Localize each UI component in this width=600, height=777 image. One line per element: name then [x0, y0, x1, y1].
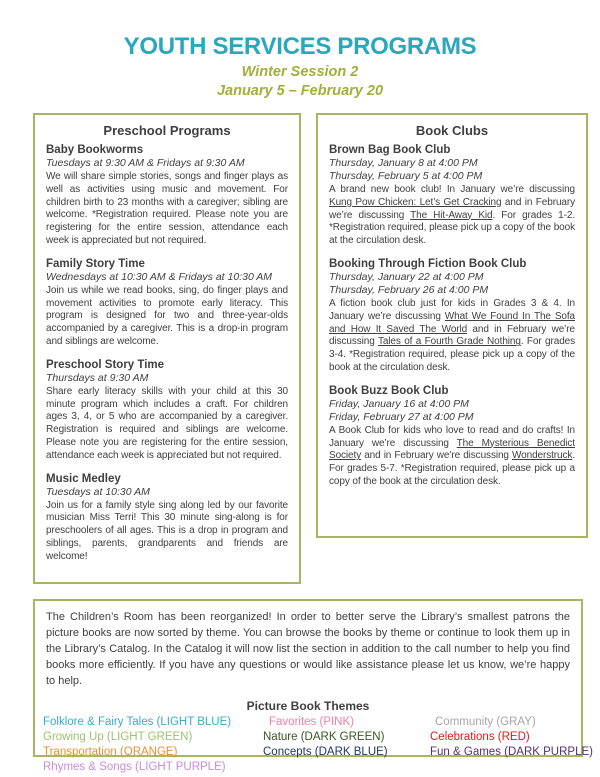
- club-brown-bag: [329, 143, 575, 248]
- theme-column-2: [263, 715, 388, 760]
- theme-community: Community (GRAY): [435, 716, 536, 728]
- theme-transportation: Transportation (ORANGE): [43, 746, 178, 758]
- picture-book-themes-title: Picture Book Themes: [246, 699, 370, 713]
- program-name: Preschool Story Time: [46, 358, 165, 371]
- preschool-programs-box: [33, 113, 301, 584]
- theme-growing-up: Growing Up (LIGHT GREEN): [43, 731, 193, 743]
- program-schedule: Tuesdays at 10:30 AM: [46, 485, 150, 498]
- club-schedule: Thursday, January 8 at 4:00 PM: [329, 157, 478, 169]
- club-name: Booking Through Fiction Book Club: [329, 257, 527, 270]
- program-description: Share early literacy skills with your child at this 30 minute program which includes a craft. For children ages 3, 4, or 5 who are accompanied by a caregiver. Registration is required and siblings are welcome. Please note you are registering for the entire session, attendance each week is appreciated but not required.: [46, 385, 288, 461]
- page-title: YOUTH SERVICES PROGRAMS: [123, 33, 477, 60]
- program-description: Join us for a family style sing along led by our favorite musician Miss Terri! This 30 minute sing-along is for preschoolers of all ages. This is a drop in program and siblings, parents, grandparents and friends are welcome!: [46, 499, 288, 562]
- club-description: A Book Club for kids who love to read and do crafts! In January we’re discussing The Mysterious Benedict Society and in February we’re discussing Wonderstruck. For grades 5-7. *Registration required, please pick up a copy of the book at the circulation desk.: [329, 424, 575, 487]
- club-description: A brand new book club! In January we’re discussing Kung Pow Chicken: Let’s Get Cracking and in February we’re discussing The Hit-Away Kid. For grades 1-2. *Registration required, please pick up a copy of the book at the circulation desk.: [329, 184, 576, 247]
- program-schedule: Wednesdays at 10:30 AM & Fridays at 10:30 AM: [46, 270, 273, 283]
- theme-column-3: [430, 715, 593, 760]
- club-schedule: Thursday, February 26 at 4:00 PM: [329, 283, 489, 296]
- program-description: Join us while we read books, sing, do finger plays and movement activities to promote early literacy. This program is designed for two and three-year-olds accompanied by a caregiver. This is a drop-in program and siblings are welcome.: [46, 284, 288, 347]
- theme-celebrations: Celebrations (RED): [430, 731, 530, 743]
- notice-text: The Children’s Room has been reorganized! In order to better serve the Library’s smallest patrons the picture books are now sorted by theme. You can browse the books by theme or continue to look them up in the Library’s Catalog. In the Catalog it will now list the section in addition to the call number to help you find books more efficiently. If you have any questions or would like assistance please let us know, we’re happy to help.: [46, 611, 570, 687]
- preschool-box-title: Preschool Programs: [103, 123, 231, 138]
- theme-nature: Nature (DARK GREEN): [263, 731, 385, 743]
- program-music-medley: [46, 472, 288, 564]
- club-booking-through-fiction: [329, 257, 575, 375]
- program-name: Music Medley: [46, 472, 121, 485]
- club-schedule: Friday, January 16 at 4:00 PM: [329, 397, 469, 410]
- subtitle-session: Winter Session 2: [241, 64, 359, 80]
- theme-favorites: Favorites (PINK): [269, 716, 354, 728]
- club-name: Brown Bag Book Club: [329, 144, 451, 156]
- program-schedule: Tuesdays at 9:30 AM & Fridays at 9:30 AM: [46, 157, 245, 169]
- club-name: Book Buzz Book Club: [329, 384, 449, 397]
- childrens-room-notice-box: [33, 599, 593, 773]
- theme-fun-games: Fun & Games (DARK PURPLE): [430, 746, 593, 758]
- club-schedule: Thursday, January 22 at 4:00 PM: [329, 270, 484, 283]
- club-book-buzz: [329, 384, 575, 489]
- theme-column-1: [43, 715, 231, 775]
- program-description: We will share simple stories, songs and finger plays as well as activities using music and movement. For children birth to 23 months with a caregiver; sibling are welcome. *Registration required. Please note you are registering for the entire session, attendance each week is appreciated but not required.: [46, 171, 288, 246]
- program-baby-bookworms: [46, 143, 288, 248]
- program-preschool-story-time: [46, 358, 288, 463]
- program-name: Baby Bookworms: [46, 144, 144, 156]
- theme-rhymes-songs: Rhymes & Songs (LIGHT PURPLE): [43, 761, 226, 773]
- picture-book-themes-list: [35, 715, 593, 777]
- program-schedule: Thursdays at 9:30 AM: [46, 371, 149, 384]
- club-schedule: Thursday, February 5 at 4:00 PM: [329, 170, 483, 182]
- theme-concepts: Concepts (DARK BLUE): [263, 746, 388, 758]
- book-clubs-box: [316, 113, 588, 538]
- subtitle-dates: January 5 – February 20: [216, 83, 384, 99]
- theme-folklore-fairy-tales: Folklore & Fairy Tales (LIGHT BLUE): [43, 716, 232, 728]
- book-clubs-box-title: Book Clubs: [415, 123, 489, 138]
- program-family-story-time: [46, 257, 288, 349]
- program-name: Family Story Time: [46, 257, 145, 270]
- club-schedule: Friday, February 27 at 4:00 PM: [329, 410, 474, 423]
- club-description: A fiction book club just for kids in Grades 3 & 4. In January we’re discussing What We Found In The Sofa and How It Saved The World and in February we’re discussing Tales of a Fourth Grade Nothing. For grades 3-4. *Registration required, please pick up a copy of the book at the circulation desk.: [329, 297, 576, 373]
